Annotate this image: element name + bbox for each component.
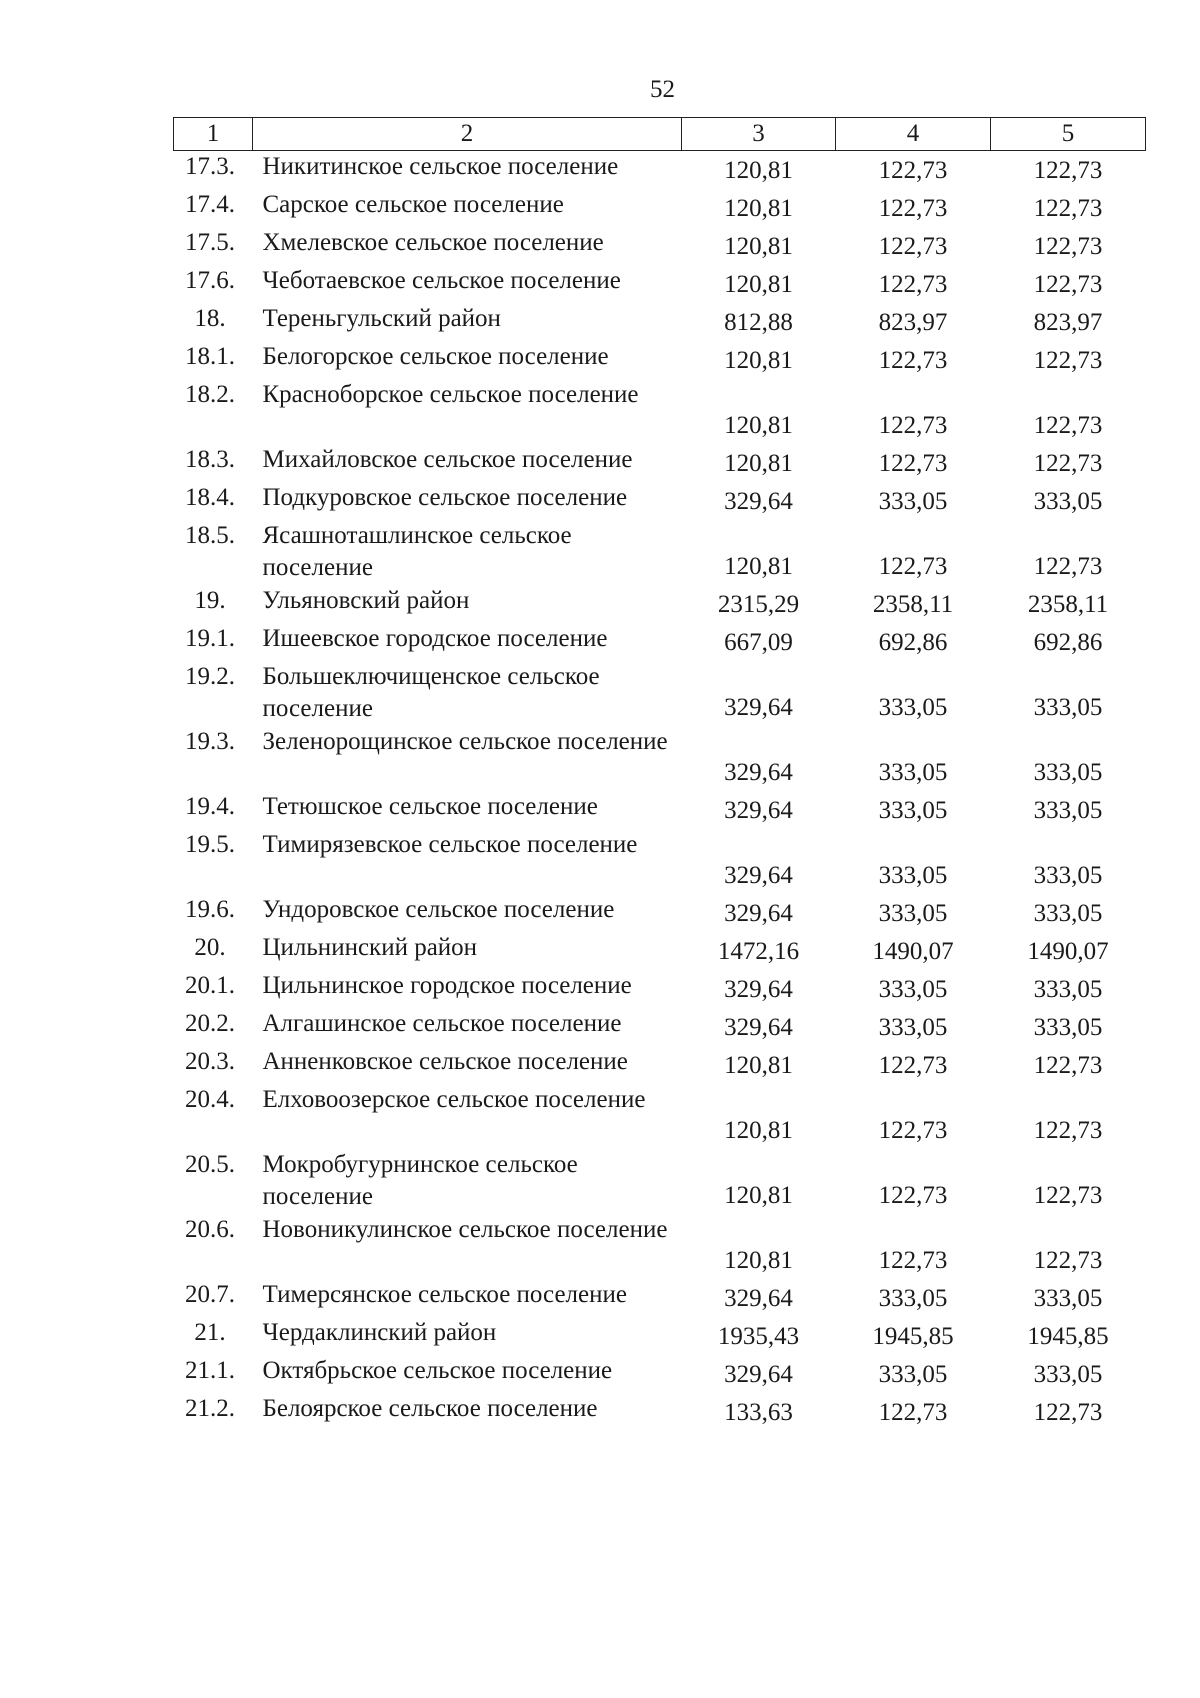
row-value-col-3: 329,64	[724, 1360, 793, 1388]
row-value-col-5: 122,73	[1033, 1116, 1103, 1144]
table-row	[174, 1279, 1146, 1317]
row-value-col-5: 333,05	[1033, 693, 1103, 721]
row-name: Тимерсянское сельское поселение	[262, 1280, 627, 1308]
row-value-col-3: 120,81	[724, 1051, 793, 1079]
row-name: Никитинское сельское поселение	[262, 153, 619, 180]
row-name: Елховоозерское сельское поселение	[262, 1085, 646, 1113]
row-name: Михайловское сельское поселение	[262, 445, 633, 473]
table-row	[174, 829, 1146, 894]
row-value-col-3: 120,81	[724, 194, 793, 222]
row-value-col-4: 333,05	[878, 899, 948, 927]
row-value-col-4: 333,05	[878, 861, 948, 889]
page-number: 52	[650, 76, 675, 103]
table-row	[174, 265, 1146, 303]
row-value-col-3: 329,64	[724, 1013, 793, 1041]
table-row	[174, 970, 1146, 1008]
row-number: 19.6.	[185, 895, 235, 923]
row-name: Белоярское сельское поселение	[262, 1394, 598, 1422]
table-row	[174, 1317, 1146, 1355]
row-number: 19.5.	[185, 830, 235, 858]
row-number: 17.4.	[185, 190, 235, 218]
row-value-col-5: 122,73	[1033, 552, 1103, 580]
row-value-col-4: 122,73	[878, 411, 948, 439]
row-value-col-3: 120,81	[724, 346, 793, 374]
row-value-col-4: 823,97	[878, 308, 948, 336]
table-row	[174, 227, 1146, 265]
row-name: Анненковское сельское поселение	[262, 1047, 628, 1075]
row-name: Большеключищенское сельское поселение	[262, 662, 600, 722]
row-value-col-5: 122,73	[1033, 1051, 1103, 1079]
row-value-col-3: 329,64	[724, 975, 793, 1003]
row-value-col-3: 120,81	[724, 1116, 793, 1144]
table-row	[174, 189, 1146, 227]
row-value-col-3: 1935,43	[717, 1322, 800, 1350]
row-number: 21.	[194, 1318, 226, 1346]
row-name: Подкуровское сельское поселение	[262, 483, 628, 511]
row-value-col-5: 333,05	[1033, 796, 1103, 824]
row-name: Тереньгульский район	[262, 304, 501, 332]
row-number: 19.3.	[185, 727, 235, 755]
row-number: 19.4.	[185, 792, 235, 820]
table-row	[174, 623, 1146, 661]
row-name: Чеботаевское сельское поселение	[262, 266, 621, 294]
row-number: 18.2.	[185, 380, 235, 408]
data-table	[173, 117, 1146, 1431]
row-name: Зеленорощинское сельское поселение	[262, 727, 668, 755]
row-value-col-4: 692,86	[878, 628, 948, 656]
row-value-col-3: 120,81	[724, 1246, 793, 1274]
row-value-col-5: 333,05	[1033, 861, 1103, 889]
row-value-col-3: 120,81	[724, 156, 793, 184]
table-row	[174, 894, 1146, 932]
table-row	[174, 1084, 1146, 1149]
row-value-col-4: 333,05	[878, 758, 948, 786]
row-value-col-3: 667,09	[724, 628, 793, 656]
row-value-col-4: 1490,07	[872, 937, 954, 965]
row-number: 18.4.	[185, 483, 235, 511]
row-value-col-4: 122,73	[878, 552, 948, 580]
row-value-col-3: 1472,16	[717, 937, 800, 965]
row-number: 20.1.	[185, 971, 235, 999]
row-value-col-4: 333,05	[878, 1013, 948, 1041]
row-value-col-5: 333,05	[1033, 758, 1103, 786]
row-number: 18.3.	[185, 445, 235, 473]
row-value-col-5: 122,73	[1033, 156, 1103, 184]
row-name: Чердаклинский район	[262, 1318, 497, 1346]
table-row	[174, 1214, 1146, 1279]
row-name: Цильнинский район	[262, 933, 478, 961]
row-value-col-3: 120,81	[724, 232, 793, 260]
header-col-2: 2	[253, 118, 682, 151]
row-name: Новоникулинское сельское поселение	[262, 1215, 668, 1243]
table-row	[174, 341, 1146, 379]
row-value-col-3: 329,64	[724, 487, 793, 515]
row-value-col-5: 122,73	[1033, 411, 1103, 439]
row-name: Ясашноташлинское сельское поселение	[262, 521, 572, 581]
table-row	[174, 1149, 1146, 1214]
row-value-col-4: 333,05	[878, 487, 948, 515]
row-number: 20.2.	[185, 1009, 235, 1037]
row-value-col-3: 2315,29	[717, 590, 800, 618]
row-value-col-4: 122,73	[878, 270, 948, 298]
row-number: 19.1.	[185, 624, 235, 652]
table-row	[174, 661, 1146, 726]
row-value-col-5: 333,05	[1033, 975, 1103, 1003]
row-value-col-5: 2358,11	[1027, 590, 1109, 618]
row-name: Ульяновский район	[262, 586, 470, 614]
row-number: 18.	[194, 304, 226, 332]
row-value-col-5: 1945,85	[1027, 1322, 1109, 1350]
row-name: Мокробугурнинское сельское поселение	[262, 1150, 578, 1210]
row-value-col-5: 333,05	[1033, 899, 1103, 927]
table-row	[174, 791, 1146, 829]
row-name: Сарское сельское поселение	[262, 190, 564, 218]
row-value-col-5: 1490,07	[1027, 937, 1109, 965]
header-col-5: 5	[991, 118, 1146, 151]
row-value-col-4: 122,73	[878, 1398, 948, 1426]
row-value-col-5: 692,86	[1033, 628, 1103, 656]
row-value-col-5: 333,05	[1033, 1284, 1103, 1312]
row-value-col-5: 333,05	[1033, 1013, 1103, 1041]
row-value-col-4: 122,73	[878, 232, 948, 260]
row-value-col-3: 120,81	[724, 411, 793, 439]
row-value-col-4: 122,73	[878, 1181, 948, 1209]
row-number: 21.1.	[185, 1356, 235, 1384]
row-number: 17.5.	[185, 228, 235, 256]
row-value-col-3: 133,63	[724, 1398, 793, 1426]
row-number: 19.	[194, 586, 226, 614]
row-value-col-5: 122,73	[1033, 1398, 1103, 1426]
row-value-col-5: 122,73	[1033, 1181, 1103, 1209]
row-value-col-4: 122,73	[878, 449, 948, 477]
row-number: 21.2.	[185, 1394, 235, 1422]
row-number: 20.	[194, 933, 226, 961]
row-value-col-3: 120,81	[724, 552, 793, 580]
header-col-4: 4	[836, 118, 991, 151]
row-value-col-4: 122,73	[878, 194, 948, 222]
row-value-col-5: 122,73	[1033, 232, 1103, 260]
row-number: 20.4.	[185, 1085, 235, 1113]
table-body	[174, 151, 1146, 1431]
row-value-col-3: 120,81	[724, 270, 793, 298]
row-value-col-4: 122,73	[878, 1246, 948, 1274]
row-number: 19.2.	[185, 662, 235, 690]
row-number: 18.5.	[185, 521, 235, 549]
table-row	[174, 482, 1146, 520]
row-value-col-5: 823,97	[1033, 308, 1103, 336]
row-number: 20.5.	[185, 1150, 235, 1178]
row-value-col-5: 122,73	[1033, 1246, 1103, 1274]
table-header	[174, 118, 1146, 151]
table-row	[174, 1008, 1146, 1046]
row-value-col-5: 333,05	[1033, 1360, 1103, 1388]
table-row	[174, 585, 1146, 623]
row-value-col-3: 329,64	[724, 796, 793, 824]
row-value-col-4: 1945,85	[872, 1322, 954, 1350]
row-number: 20.6.	[185, 1215, 235, 1243]
row-number: 20.3.	[185, 1047, 235, 1075]
row-value-col-3: 329,64	[724, 758, 793, 786]
table-row	[174, 303, 1146, 341]
table-row	[174, 1355, 1146, 1393]
row-value-col-3: 120,81	[724, 449, 793, 477]
row-name: Красноборское сельское поселение	[262, 380, 639, 408]
row-name: Хмелевское сельское поселение	[262, 228, 604, 256]
table-row	[174, 1046, 1146, 1084]
row-value-col-4: 333,05	[878, 1360, 948, 1388]
row-value-col-3: 812,88	[724, 308, 793, 336]
row-name: Ундоровское сельское поселение	[262, 895, 615, 923]
row-number: 18.1.	[185, 342, 235, 370]
row-value-col-4: 122,73	[878, 156, 948, 184]
row-value-col-3: 120,81	[724, 1181, 793, 1209]
row-name: Цильнинское городское поселение	[262, 971, 632, 999]
header-row	[174, 118, 1146, 151]
row-value-col-4: 122,73	[878, 1051, 948, 1079]
table-row	[174, 520, 1146, 585]
table-row	[174, 726, 1146, 791]
row-value-col-3: 329,64	[724, 693, 793, 721]
row-value-col-3: 329,64	[724, 1284, 793, 1312]
row-name: Ишеевское городское поселение	[262, 624, 608, 652]
table-row	[174, 379, 1146, 444]
table-row	[174, 444, 1146, 482]
row-name: Алгашинское сельское поселение	[262, 1009, 622, 1037]
row-value-col-4: 333,05	[878, 693, 948, 721]
row-number: 20.7.	[185, 1280, 235, 1308]
row-name: Тетюшское сельское поселение	[262, 792, 598, 820]
table-row	[174, 1393, 1146, 1431]
table-row	[174, 151, 1146, 189]
table-row	[174, 932, 1146, 970]
row-name: Октябрьское сельское поселение	[262, 1356, 613, 1384]
row-name: Тимирязевское сельское поселение	[262, 830, 638, 858]
row-value-col-4: 333,05	[878, 796, 948, 824]
row-value-col-5: 333,05	[1033, 487, 1103, 515]
row-value-col-4: 333,05	[878, 1284, 948, 1312]
row-value-col-4: 2358,11	[872, 590, 954, 618]
row-name: Белогорское сельское поселение	[262, 342, 609, 370]
row-value-col-5: 122,73	[1033, 270, 1103, 298]
row-value-col-4: 122,73	[878, 1116, 948, 1144]
row-value-col-5: 122,73	[1033, 194, 1103, 222]
header-col-3: 3	[682, 118, 836, 151]
row-value-col-4: 122,73	[878, 346, 948, 374]
row-value-col-5: 122,73	[1033, 346, 1103, 374]
row-value-col-5: 122,73	[1033, 449, 1103, 477]
row-number: 17.6.	[185, 266, 235, 294]
row-value-col-4: 333,05	[878, 975, 948, 1003]
row-value-col-3: 329,64	[724, 861, 793, 889]
row-number: 17.3.	[185, 153, 235, 180]
header-col-1: 1	[174, 118, 253, 151]
row-value-col-3: 329,64	[724, 899, 793, 927]
